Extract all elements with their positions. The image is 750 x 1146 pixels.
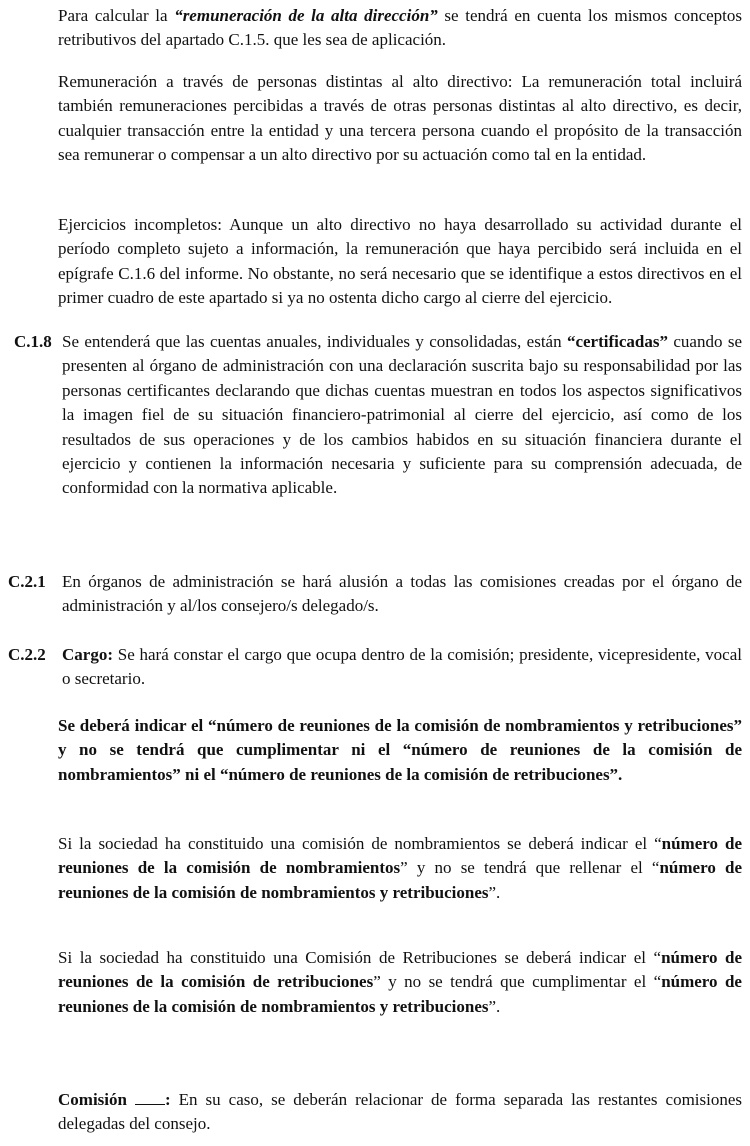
note-comision-nombramientos: Si la sociedad ha constituido una comisión de nombramientos se deberá indicar el “número de reuniones de la comisión de nombramientos” y no se tendrá que rellenar el “número de reuniones de la comisión de nombramientos y retribuciones”.: [58, 834, 742, 902]
paragraph-ejercicios-incompletos: Ejercicios incompletos: Aunque un alto directivo no haya desarrollado su actividad durante el período completo sujeto a información, la remuneración que haya percibido será incluida en el epígrafe C.1.6 del informe. No obstante, no será necesario que se identifique a estos directivos en el primer cuadro de este apartado si ya no ostenta dicho cargo al cierre del ejercicio.: [58, 215, 742, 308]
note-comision-nombramientos-retribuciones: Se deberá indicar el “número de reuniones de la comisión de nombramientos y retribuciones” y no se tendrá que cumplimentar ni el “número de reuniones de la comisión de nombramientos” ni el “número de reuniones de la comisión de retribuciones”.: [58, 716, 742, 784]
section-code-c221: C.2.1: [8, 572, 46, 591]
paragraph-c18-cuentas-certificadas: Se entenderá que las cuentas anuales, individuales y consolidadas, están “certificadas” cuando se presenten al órgano de administración con una declaración suscrita bajo su responsabilidad por las personas certificantes declarando que dichas cuentas muestran en todos los aspectos significativos la imagen fiel de su situación financiero-patrimonial al cierre del ejercicio, así como de los resultados de sus operaciones y de los cambios habidos en su situación financiera durante el ejercicio y contienen la información necesaria y suficiente para su comprensión adecuada, de conformidad con la normativa aplicable.: [62, 332, 742, 498]
paragraph-c221-organos: En órganos de administración se hará alusión a todas las comisiones creadas por el órgano de administración y al/los consejero/s delegado/s.: [62, 572, 742, 616]
blank-underline: [135, 1090, 165, 1105]
comision-label: Comisión: [58, 1090, 127, 1109]
cargo-label: Cargo:: [62, 645, 113, 664]
note-comision-retribuciones: Si la sociedad ha constituido una Comisión de Retribuciones se deberá indicar el “número de reuniones de la comisión de retribuciones” y no se tendrá que cumplimentar el “número de reuniones de la comisión de nombramientos y retribuciones”.: [58, 948, 742, 1016]
section-code-c18: C.1.8: [14, 332, 52, 351]
term-remuneracion-alta-direccion: “remuneración de la alta dirección”: [174, 6, 438, 25]
paragraph-remuneracion-personas-distintas: Remuneración a través de personas distintas al alto directivo: La remuneración total incluirá también remuneraciones percibidas a través de otras personas distintas al alto directivo, es decir, cualquier transacción entre la entidad y una tercera persona cuando el propósito de la transacción sea remunerar o compensar a un alto directivo por su actuación como tal en la entidad.: [58, 72, 742, 165]
paragraph-c222-cargo: Cargo: Se hará constar el cargo que ocupa dentro de la comisión; presidente, vicepresidente, vocal o secretario.: [62, 645, 742, 689]
term-certificadas: “certificadas”: [566, 332, 668, 351]
paragraph-remuneracion-alta-direccion: Para calcular la “remuneración de la alta dirección” se tendrá en cuenta los mismos conceptos retributivos del apartado C.1.5. que les sea de aplicación.: [58, 6, 743, 50]
section-code-c222: C.2.2: [8, 645, 46, 664]
paragraph-comision-restantes: Comisión : En su caso, se deberán relacionar de forma separada las restantes comisiones delegadas del consejo.: [58, 1090, 743, 1134]
